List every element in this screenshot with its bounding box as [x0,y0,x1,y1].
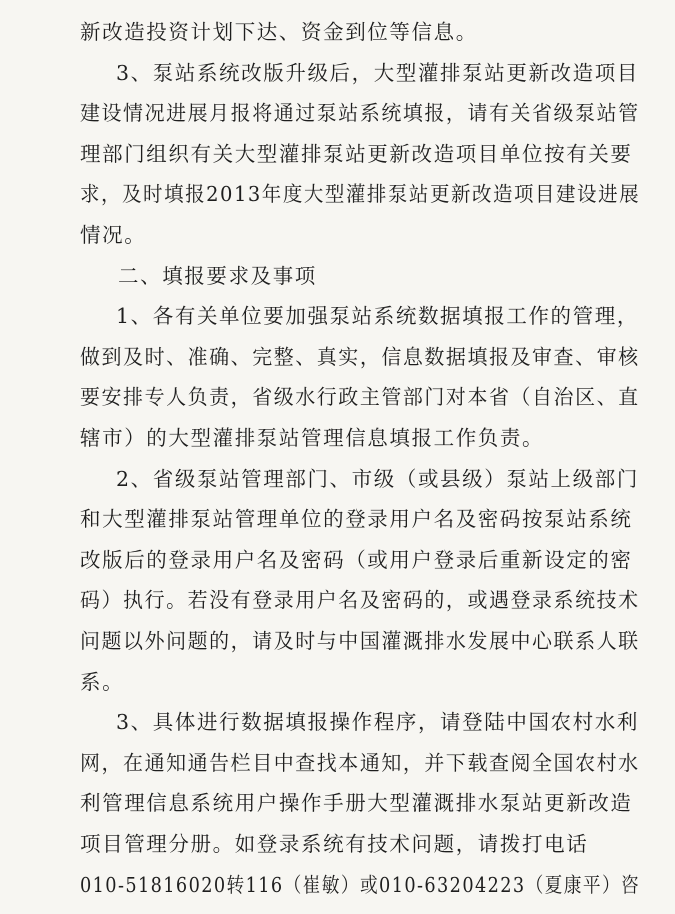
text-line: 3、泵站系统改版升级后，大型灌排泵站更新改造项目 [116,60,639,85]
text-line: 建设情况进展月报将通过泵站系统填报，请有关省级泵站管 [80,101,640,126]
text-line: 情况。 [80,223,147,247]
text-line: 问题以外问题的，请及时与中国灌溉排水发展中心联系人联 [80,629,640,653]
text-line: 改版后的登录用户名及密码（或用户登录后重新设定的密 [80,547,633,572]
text-line: 新改造投资计划下达、资金到位等信息。 [80,20,478,44]
text-line: 系。 [80,669,125,694]
text-line: 010-51816020转116（崔敏）或010-63204223（夏康平）咨 [80,872,641,897]
text-line: 3、具体进行数据填报操作程序，请登陆中国农村水利 [116,710,639,735]
text-line: 码）执行。若没有登录用户名及密码的，或遇登录系统技术 [80,588,640,613]
text-line: 2、省级泵站管理部门、市级（或县级）泵站上级部门 [116,466,639,491]
text-line: 项目管理分册。如登录系统有技术问题，请拨打电话 [80,832,589,856]
text-line: 利管理信息系统用户操作手册大型灌溉排水泵站更新改造 [80,791,633,816]
text-line: 求，及时填报2013年度大型灌排泵站更新改造项目建设进展 [80,182,641,207]
text-line: 和大型灌排泵站管理单位的登录用户名及密码按泵站系统 [80,507,633,532]
section-heading: 二、填报要求及事项 [118,263,317,288]
text-line: 要安排专人负责，省级水行政主管部门对本省（自治区、直 [80,385,640,410]
text-line: 1、各有关单位要加强泵站系统数据填报工作的管理， [116,304,639,329]
text-line: 理部门组织有关大型灌排泵站更新改造项目单位按有关要 [80,141,633,166]
text-line: 做到及时、准确、完整、真实，信息数据填报及审查、审核 [80,344,640,369]
text-line: 辖市）的大型灌排泵站管理信息填报工作负责。 [80,426,545,450]
text-line: 网，在通知通告栏目中查找本通知，并下载查阅全国农村水 [80,750,640,775]
